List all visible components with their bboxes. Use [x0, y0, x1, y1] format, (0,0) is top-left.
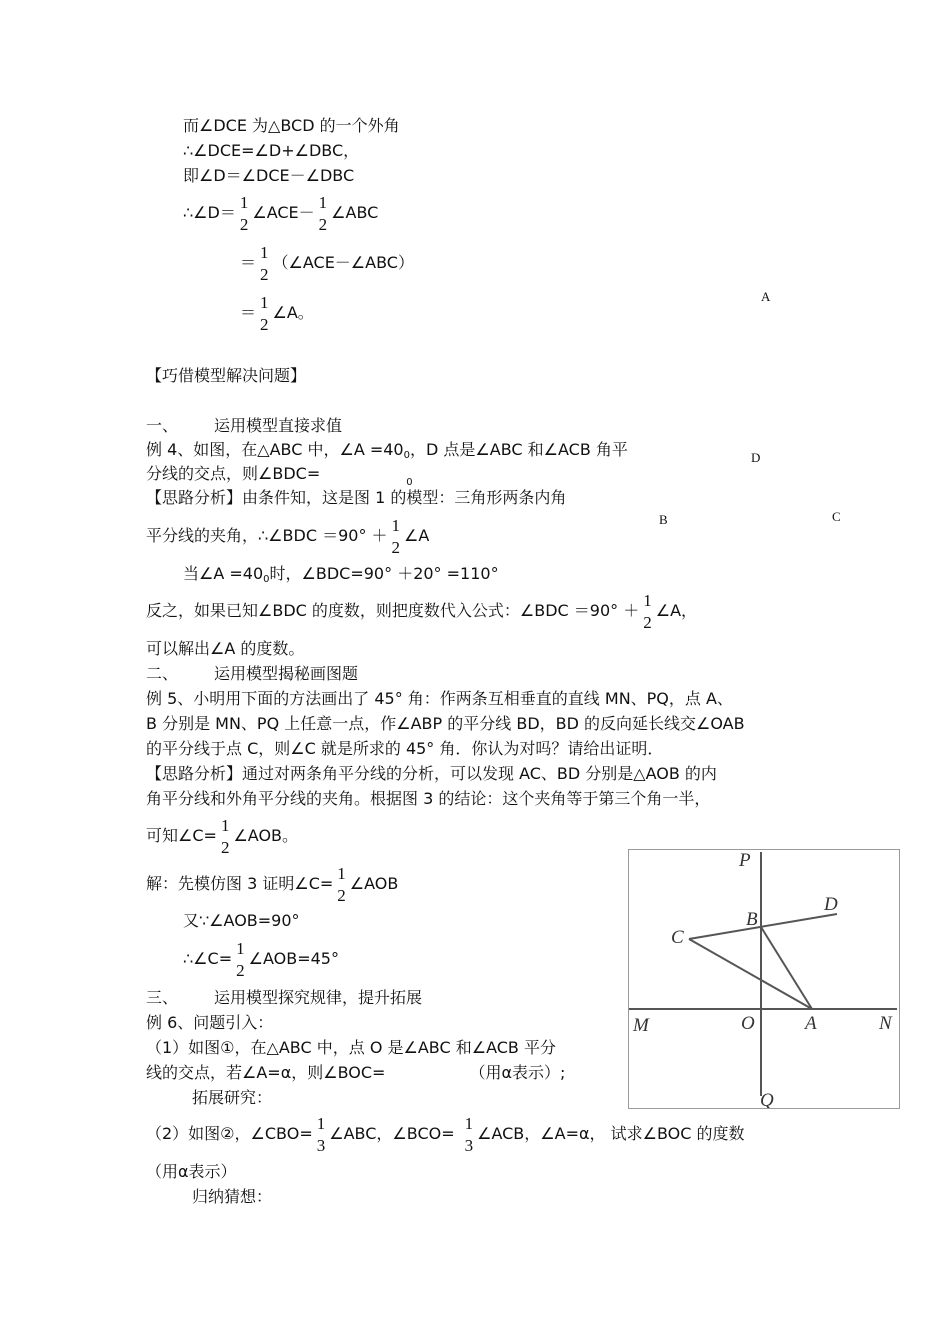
- ex6-line-6: （用α表示）: [146, 1162, 237, 1181]
- label-o: O: [741, 1013, 755, 1034]
- label-c: C: [671, 927, 684, 948]
- ex5-line-2: B 分别是 MN、PQ 上任意一点，作∠ABP 的平分线 BD，BD 的反向延长线交∠OAB: [146, 714, 745, 733]
- fraction-third: 1 3: [316, 1113, 326, 1155]
- ex4-line-1: 例 4、如图，在△ABC 中，∠A =400，D 点是∠ABC 和∠ACB 角平: [146, 440, 628, 461]
- fraction-half: 1 2: [220, 815, 230, 857]
- proof-line-2: ∴∠DCE=∠D+∠DBC，: [183, 141, 360, 160]
- ex6-line-7: 归纳猜想：: [192, 1187, 273, 1206]
- figure-3-svg: [629, 850, 899, 1108]
- ex6-line-2: （1）如图①，在△ABC 中，点 O 是∠ABC 和∠ACB 平分: [146, 1038, 556, 1057]
- figure-label-c: C: [832, 509, 841, 524]
- line-ca: [689, 939, 812, 1009]
- part1-heading: 一、 运用模型直接求值: [146, 416, 343, 435]
- ex6-line-4: 拓展研究：: [192, 1088, 273, 1107]
- ex6-line-1: 例 6、问题引入：: [146, 1013, 274, 1032]
- proof-line-1: 而∠DCE 为△BCD 的一个外角: [183, 116, 400, 135]
- analysis-2-line-3: 可知∠C= 1 2 ∠AOB。: [146, 815, 299, 857]
- analysis-1-line-1: 【思路分析】由条件知，这是图 1 的模型：三角形两条内角: [146, 488, 567, 507]
- proof-line-5: ＝ 1 2 （∠ACE－∠ABC）: [240, 242, 414, 284]
- label-b: B: [746, 909, 758, 930]
- figure-label-b: B: [659, 512, 668, 527]
- fraction-half: 1 2: [239, 192, 249, 234]
- ex4-line-2: 分线的交点，则∠BDC= $_0$: [146, 464, 413, 488]
- fraction-half: 1 2: [260, 242, 269, 284]
- figure-3-diagram: [628, 849, 900, 1109]
- proof-line-3: 即∠D＝∠DCE－∠DBC: [183, 166, 355, 185]
- ex6-line-5: （2）如图②，∠CBO= 1 3 ∠ABC，∠BCO= 1 3 ∠ACB，∠A=α， 试求∠BOC 的度数: [146, 1113, 745, 1155]
- fraction-half: 1 2: [643, 590, 652, 632]
- label-a: A: [805, 1013, 817, 1034]
- line-cd: [689, 914, 837, 939]
- analysis-2-line-1: 【思路分析】通过对两条角平分线的分析，可以发现 AC、BD 分别是△AOB 的内: [146, 764, 717, 783]
- proof-line-6: ＝ 1 2 ∠A。: [240, 292, 314, 334]
- proof-line-4-mid: ∠ACE－: [252, 203, 315, 222]
- section-title: 【巧借模型解决问题】: [146, 366, 307, 385]
- proof-line-4-prefix: ∴∠D＝: [183, 203, 236, 222]
- solution-line-2: 又∵∠AOB=90°: [183, 911, 300, 930]
- label-q: Q: [760, 1090, 774, 1108]
- solution-line-1: 解：先模仿图 3 证明∠C= 1 2 ∠AOB: [146, 863, 399, 905]
- fraction-half: 1 2: [260, 292, 269, 334]
- ex5-line-1: 例 5、小明用下面的方法画出了 45° 角：作两条互相垂直的直线 MN、PQ，点 A、: [146, 689, 733, 708]
- fraction-third: 1 3: [464, 1113, 474, 1155]
- analysis-1-line-3: 当∠A =400时，∠BDC=90° ＋20° =110°: [183, 564, 499, 585]
- fraction-half: 1 2: [236, 938, 245, 980]
- analysis-1-line-5: 可以解出∠A 的度数。: [146, 639, 305, 658]
- analysis-1-line-4: 反之，如果已知∠BDC 的度数，则把度数代入公式：∠BDC ＝90° ＋ 1 2 ∠A，: [146, 590, 698, 632]
- label-p: P: [739, 850, 751, 871]
- solution-line-3: ∴∠C= 1 2 ∠AOB=45°: [183, 938, 339, 980]
- ex6-line-3: 线的交点，若∠A=α，则∠BOC= （用α表示）;: [146, 1063, 566, 1082]
- fraction-half: 1 2: [337, 863, 346, 905]
- label-n: N: [879, 1013, 892, 1034]
- ex5-line-3: 的平分线于点 C，则∠C 就是所求的 45° 角．你认为对吗？请给出证明．: [146, 739, 664, 758]
- label-d: D: [824, 894, 838, 915]
- fraction-half: 1 2: [391, 515, 401, 557]
- analysis-2-line-2: 角平分线和外角平分线的夹角。根据图 3 的结论：这个夹角等于第三个角一半，: [146, 789, 711, 808]
- analysis-1-line-2: 平分线的夹角，∴∠BDC ＝90° ＋ 1 2 ∠A: [146, 515, 430, 557]
- figure-label-a: A: [761, 289, 771, 304]
- figure-label-d: D: [751, 450, 761, 465]
- part2-heading: 二、 运用模型揭秘画图题: [146, 664, 359, 683]
- proof-line-4: [183, 190, 378, 236]
- label-m: M: [633, 1015, 649, 1036]
- proof-line-4-suffix: ∠ABC: [331, 203, 379, 222]
- line-ba: [761, 927, 812, 1009]
- fraction-half: 1 2: [318, 192, 328, 234]
- part3-heading: 三、 运用模型探究规律，提升拓展: [146, 988, 423, 1007]
